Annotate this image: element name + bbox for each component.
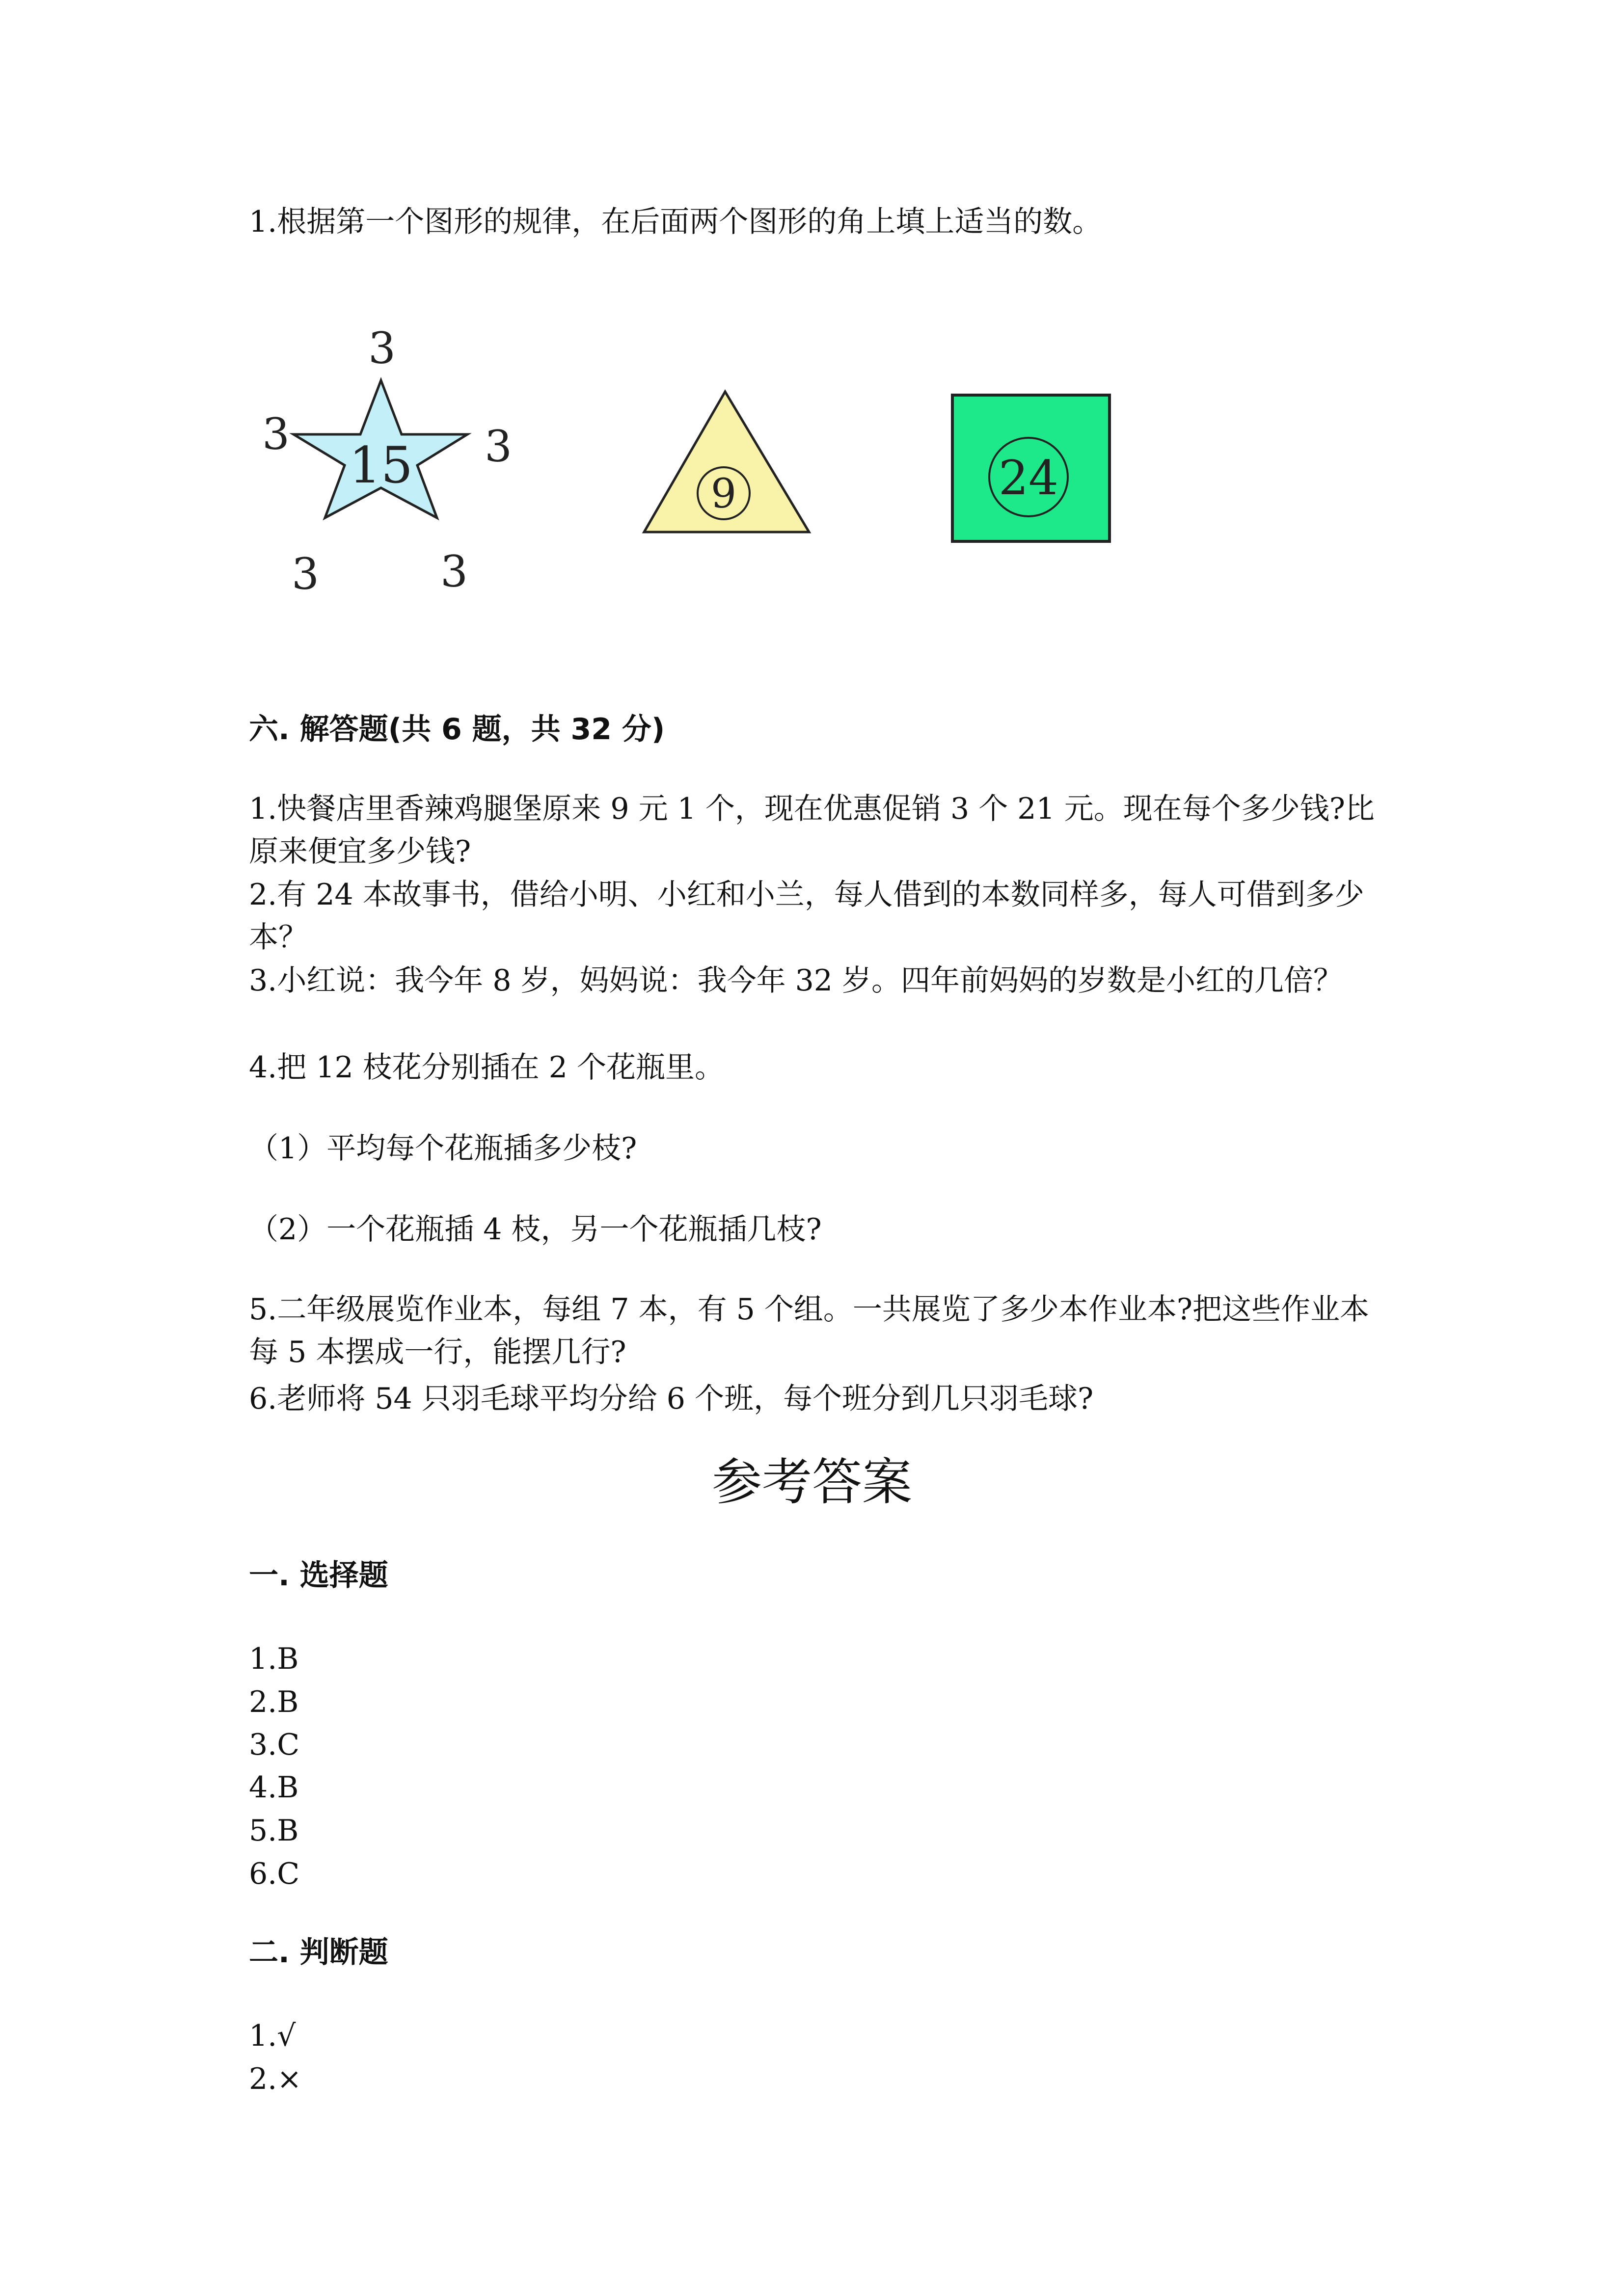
question-item: 4.把 12 枝花分别插在 2 个花瓶里。 <box>249 1050 725 1085</box>
section-heading: 二. 判断题 <box>249 1935 388 1970</box>
question-item: 2.有 24 本故事书，借给小明、小红和小兰，每人借到的本数同样多，每人可借到多少本？ <box>249 878 1364 955</box>
triangle-center-number: 9 <box>710 471 737 517</box>
answer-item: 6.C <box>249 1857 300 1891</box>
question-item: 6.老师将 54 只羽毛球平均分给 6 个班，每个班分到几只羽毛球? <box>249 1382 1094 1416</box>
figures-area <box>0 314 1624 658</box>
star-corner-left: 3 <box>262 409 290 459</box>
star-center-number: 15 <box>349 436 413 495</box>
section-heading: 六. 解答题(共 6 题，共 32 分) <box>249 712 665 747</box>
question-item: 1.快餐店里香辣鸡腿堡原来 9 元 1 个，现在优惠促销 3 个 21 元。现在每个多少钱?比原来便宜多少钱? <box>249 792 1375 869</box>
question-text: 1.根据第一个图形的规律，在后面两个图形的角上填上适当的数。 <box>249 205 1102 239</box>
star-corner-top: 3 <box>368 323 396 374</box>
star-corner-right: 3 <box>485 421 512 472</box>
answer-item: 2.B <box>249 1685 299 1719</box>
star-corner-bottom-left: 3 <box>292 549 319 599</box>
answer-item: 1.B <box>249 1642 299 1676</box>
answer-item: 2.× <box>249 2062 302 2096</box>
question-item: 3.小红说：我今年 8 岁，妈妈说：我今年 32 岁。四年前妈妈的岁数是小红的几倍？ <box>249 963 1343 998</box>
sub-question-item: （1）平均每个花瓶插多少枝? <box>249 1131 637 1166</box>
star-corner-bottom-right: 3 <box>440 546 468 597</box>
answers-title: 参考答案 <box>712 1453 912 1512</box>
answer-item: 3.C <box>249 1728 300 1762</box>
sub-question-item: （2）一个花瓶插 4 枝，另一个花瓶插几枝? <box>249 1212 822 1247</box>
answer-item: 1.√ <box>249 2019 296 2053</box>
answer-item: 4.B <box>249 1770 299 1805</box>
section-heading: 一. 选择题 <box>249 1558 388 1593</box>
square-center-number: 24 <box>998 451 1059 506</box>
answer-item: 5.B <box>249 1814 299 1848</box>
question-item: 5.二年级展览作业本，每组 7 本，有 5 个组。一共展览了多少本作业本?把这些作业本每 5 本摆成一行，能摆几行? <box>249 1292 1370 1369</box>
